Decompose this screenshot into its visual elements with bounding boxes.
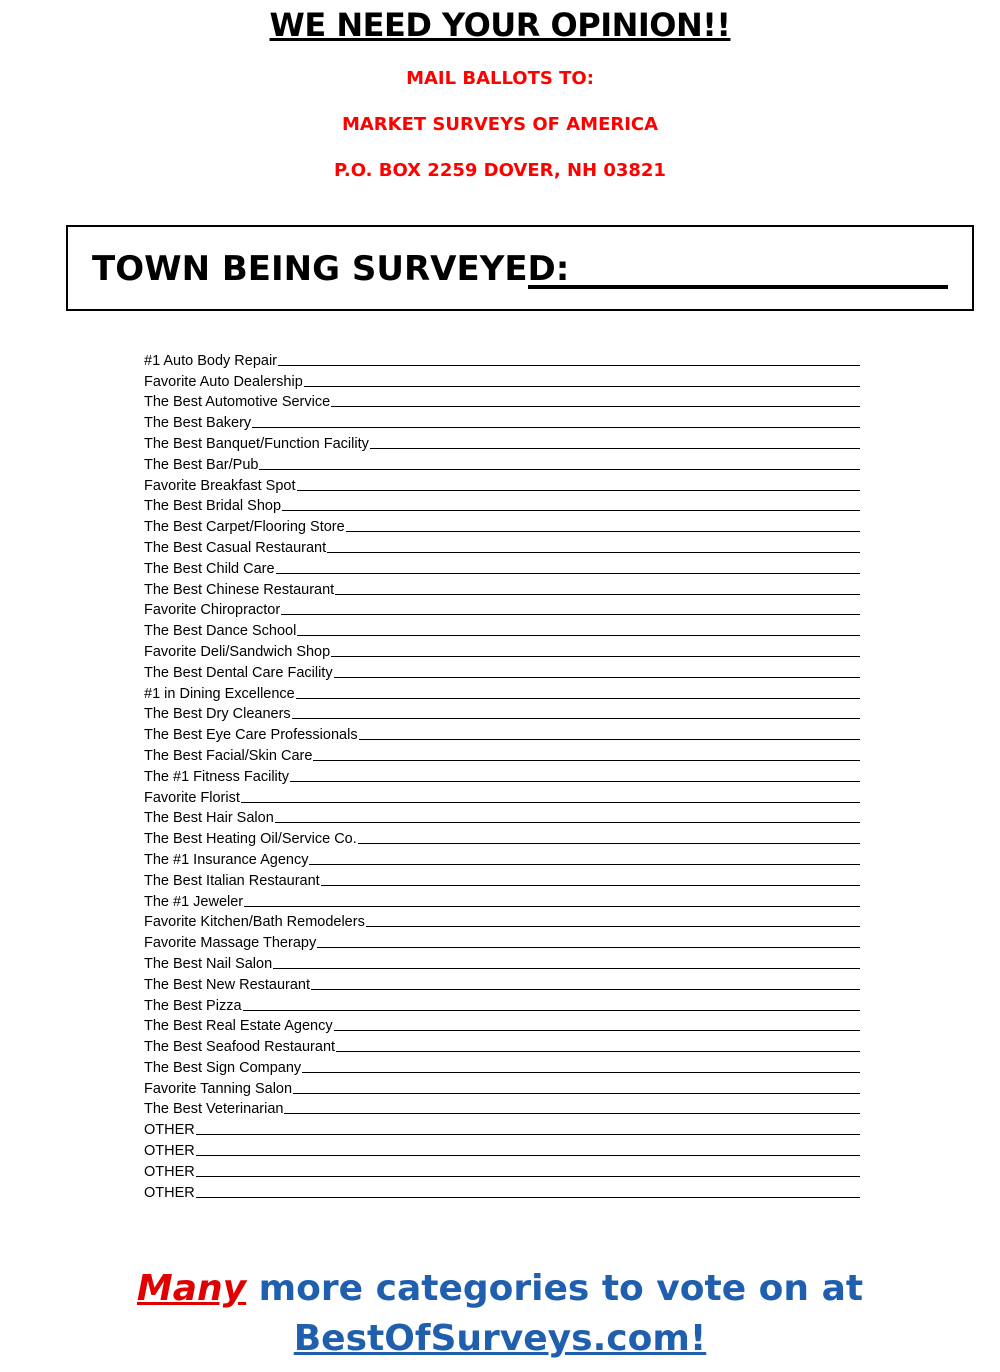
category-answer-line[interactable] (304, 386, 860, 387)
category-answer-line[interactable] (241, 802, 860, 803)
category-label: The Best Chinese Restaurant (144, 581, 335, 598)
category-label: Favorite Kitchen/Bath Remodelers (144, 914, 365, 931)
category-answer-line[interactable] (334, 677, 860, 678)
category-label: #1 in Dining Excellence (144, 685, 295, 702)
category-row (144, 868, 860, 889)
category-answer-line[interactable] (290, 781, 860, 782)
category-answer-line[interactable] (336, 1051, 860, 1052)
category-answer-line[interactable] (346, 531, 860, 532)
category-answer-line[interactable] (243, 1010, 860, 1011)
category-answer-line[interactable] (313, 760, 860, 761)
town-surveyed-label: TOWN BEING SURVEYED: (92, 249, 570, 289)
category-row (144, 681, 860, 702)
category-answer-line[interactable] (321, 885, 860, 886)
footer-website-link[interactable]: BestOfSurveys.com! (293, 1318, 707, 1359)
category-label: The Best Bar/Pub (144, 456, 259, 473)
category-row (144, 390, 860, 411)
category-row (144, 847, 860, 868)
category-row (144, 452, 860, 473)
category-answer-line[interactable] (358, 843, 860, 844)
category-label: Favorite Florist (144, 789, 240, 806)
footer-promo (0, 1268, 1000, 1309)
category-answer-line[interactable] (196, 1134, 860, 1135)
category-answer-line[interactable] (370, 448, 860, 449)
category-answer-line[interactable] (284, 1113, 860, 1114)
category-answer-line[interactable] (292, 718, 860, 719)
category-row (144, 618, 860, 639)
category-answer-line[interactable] (196, 1155, 860, 1156)
category-row (144, 1117, 860, 1138)
category-row (144, 972, 860, 993)
category-row (144, 993, 860, 1014)
category-row (144, 1055, 860, 1076)
category-label: #1 Auto Body Repair (144, 352, 278, 369)
category-answer-line[interactable] (331, 656, 860, 657)
category-label: Favorite Tanning Salon (144, 1080, 293, 1097)
category-row (144, 702, 860, 723)
category-answer-line[interactable] (297, 490, 860, 491)
category-row (144, 598, 860, 619)
category-label: Favorite Chiropractor (144, 602, 281, 619)
category-answer-line[interactable] (252, 427, 860, 428)
mail-ballots-heading: MAIL BALLOTS TO: (406, 68, 594, 89)
category-answer-line[interactable] (278, 365, 860, 366)
category-row (144, 1097, 860, 1118)
category-answer-line[interactable] (196, 1176, 860, 1177)
category-label: The Best Casual Restaurant (144, 539, 327, 556)
category-label: The #1 Jeweler (144, 893, 244, 910)
category-label: The Best Italian Restaurant (144, 872, 320, 889)
category-row (144, 910, 860, 931)
category-row (144, 743, 860, 764)
category-label: The Best Pizza (144, 997, 242, 1014)
category-row (144, 722, 860, 743)
town-surveyed-field[interactable] (528, 285, 948, 289)
category-label: The Best Automotive Service (144, 394, 331, 411)
category-row (144, 514, 860, 535)
category-label: The Best Bakery (144, 415, 252, 432)
category-label: The Best Hair Salon (144, 810, 274, 827)
category-row (144, 639, 860, 660)
footer-many: Many (136, 1268, 247, 1309)
category-row (144, 826, 860, 847)
category-label: The Best Real Estate Agency (144, 1018, 333, 1035)
category-row (144, 1180, 860, 1201)
category-label: OTHER (144, 1163, 195, 1180)
category-answer-line[interactable] (317, 947, 860, 948)
category-label: The Best Banquet/Function Facility (144, 435, 369, 452)
category-label: Favorite Auto Dealership (144, 373, 303, 390)
category-row (144, 410, 860, 431)
category-answer-line[interactable] (311, 989, 860, 990)
category-label: The Best Carpet/Flooring Store (144, 519, 345, 536)
category-row (144, 348, 860, 369)
category-row (144, 494, 860, 515)
category-answer-line[interactable] (331, 406, 860, 407)
category-answer-line[interactable] (366, 926, 860, 927)
category-answer-line[interactable] (293, 1093, 860, 1094)
category-label: The Best Veterinarian (144, 1101, 284, 1118)
category-answer-line[interactable] (282, 510, 860, 511)
category-answer-line[interactable] (281, 614, 860, 615)
category-answer-line[interactable] (309, 864, 860, 865)
category-row (144, 806, 860, 827)
category-label: Favorite Breakfast Spot (144, 477, 296, 494)
category-row (144, 556, 860, 577)
category-answer-line[interactable] (196, 1197, 860, 1198)
category-row (144, 1034, 860, 1055)
town-surveyed-box (66, 225, 974, 311)
mail-company-name: MARKET SURVEYS OF AMERICA (341, 114, 659, 135)
category-row (144, 369, 860, 390)
category-label: OTHER (144, 1143, 195, 1160)
category-answer-line[interactable] (244, 906, 860, 907)
page-title: WE NEED YOUR OPINION!! (269, 6, 731, 44)
category-answer-line[interactable] (327, 552, 860, 553)
category-label: The Best Dance School (144, 623, 297, 640)
category-label: The Best Nail Salon (144, 955, 273, 972)
footer-promo-text: more categories to vote on at (246, 1268, 864, 1309)
category-label: Favorite Massage Therapy (144, 935, 317, 952)
category-row (144, 930, 860, 951)
category-label: The Best Heating Oil/Service Co. (144, 831, 357, 848)
category-answer-line[interactable] (275, 822, 860, 823)
category-row (144, 1138, 860, 1159)
category-label: OTHER (144, 1184, 195, 1201)
category-answer-line[interactable] (335, 594, 860, 595)
category-label: Favorite Deli/Sandwich Shop (144, 643, 331, 660)
category-row (144, 577, 860, 598)
category-label: The Best Facial/Skin Care (144, 747, 313, 764)
category-label: The Best Dental Care Facility (144, 664, 333, 681)
category-list (144, 348, 860, 1201)
category-answer-line[interactable] (302, 1072, 860, 1073)
mail-address: P.O. BOX 2259 DOVER, NH 03821 (334, 160, 666, 181)
category-answer-line[interactable] (297, 635, 860, 636)
category-answer-line[interactable] (359, 739, 860, 740)
category-label: The #1 Fitness Facility (144, 768, 290, 785)
category-label: OTHER (144, 1122, 195, 1139)
category-answer-line[interactable] (276, 573, 860, 574)
category-row (144, 1076, 860, 1097)
category-label: The Best Eye Care Professionals (144, 727, 358, 744)
category-label: The Best Seafood Restaurant (144, 1039, 336, 1056)
category-answer-line[interactable] (334, 1030, 860, 1031)
category-label: The Best Child Care (144, 560, 275, 577)
category-answer-line[interactable] (273, 968, 860, 969)
category-row (144, 535, 860, 556)
category-row (144, 660, 860, 681)
category-row (144, 951, 860, 972)
category-label: The Best New Restaurant (144, 976, 311, 993)
category-row (144, 431, 860, 452)
category-answer-line[interactable] (259, 469, 860, 470)
category-answer-line[interactable] (296, 698, 860, 699)
category-row (144, 785, 860, 806)
category-label: The Best Dry Cleaners (144, 706, 291, 723)
category-row (144, 473, 860, 494)
category-label: The #1 Insurance Agency (144, 851, 309, 868)
category-row (144, 1014, 860, 1035)
category-row (144, 1159, 860, 1180)
category-label: The Best Sign Company (144, 1059, 302, 1076)
category-row (144, 764, 860, 785)
category-label: The Best Bridal Shop (144, 498, 282, 515)
category-row (144, 889, 860, 910)
